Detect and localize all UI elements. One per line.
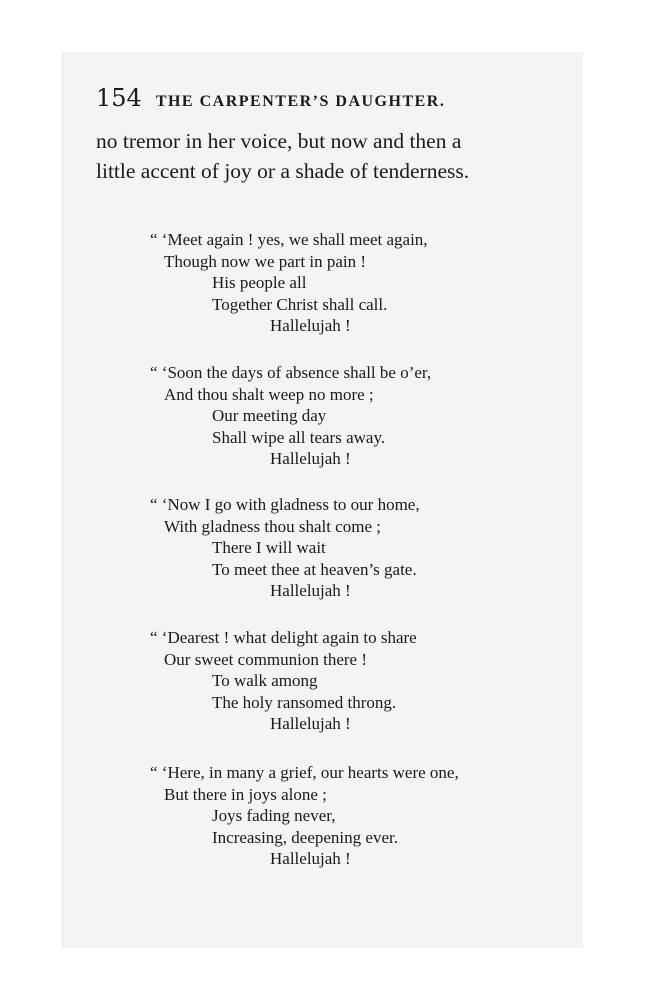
hymn-stanza — [0, 362, 645, 470]
hallelujah-line: Hallelujah ! — [270, 581, 351, 600]
hymn-stanza — [0, 229, 645, 337]
stanza-line: His people all — [212, 273, 307, 292]
intro-line: no tremor in her voice, but now and then a — [96, 129, 462, 153]
stanza-line: Our sweet communion there ! — [164, 649, 367, 669]
stanza-line: To meet thee at heaven’s gate. — [212, 559, 417, 579]
stanza-line: “ ‘Dearest ! what delight again to share — [150, 628, 417, 647]
stanza-line: And thou shalt weep no more ; — [164, 384, 374, 404]
hymn-stanza — [0, 494, 645, 602]
stanza-line: “ ‘Here, in many a grief, our hearts were one, — [150, 763, 459, 782]
hallelujah-line: Hallelujah ! — [270, 449, 351, 468]
hallelujah-line: Hallelujah ! — [270, 849, 351, 868]
hymn-stanza — [0, 762, 645, 870]
intro-line: little accent of joy or a shade of tenderness. — [96, 159, 470, 183]
stanza-line: With gladness thou shalt come ; — [164, 516, 381, 536]
stanza-line: To walk among — [212, 671, 318, 690]
stanza-line: “ ‘Soon the days of absence shall be o’er, — [150, 363, 432, 382]
hymn-stanza — [0, 627, 645, 735]
hallelujah-line: Hallelujah ! — [270, 316, 351, 335]
intro-paragraph — [96, 126, 566, 186]
stanza-line: There I will wait — [212, 538, 326, 557]
stanza-line: Our meeting day — [212, 406, 327, 425]
running-header — [96, 84, 566, 112]
stanza-line: “ ‘Now I go with gladness to our home, — [150, 495, 420, 514]
stanza-line: Joys fading never, — [212, 806, 336, 825]
stanza-line: But there in joys alone ; — [164, 784, 327, 804]
stanza-line: Shall wipe all tears away. — [212, 427, 386, 447]
stanza-line: Increasing, deepening ever. — [212, 827, 398, 847]
stanza-line: “ ‘Meet again ! yes, we shall meet again, — [150, 230, 428, 249]
hallelujah-line: Hallelujah ! — [270, 714, 351, 733]
running-title: THE CARPENTER’S DAUGHTER. — [155, 93, 446, 110]
stanza-line: The holy ransomed throng. — [212, 692, 397, 712]
page-number: 154 — [96, 84, 142, 112]
stanza-line: Together Christ shall call. — [212, 294, 388, 314]
stanza-line: Though now we part in pain ! — [164, 251, 367, 271]
